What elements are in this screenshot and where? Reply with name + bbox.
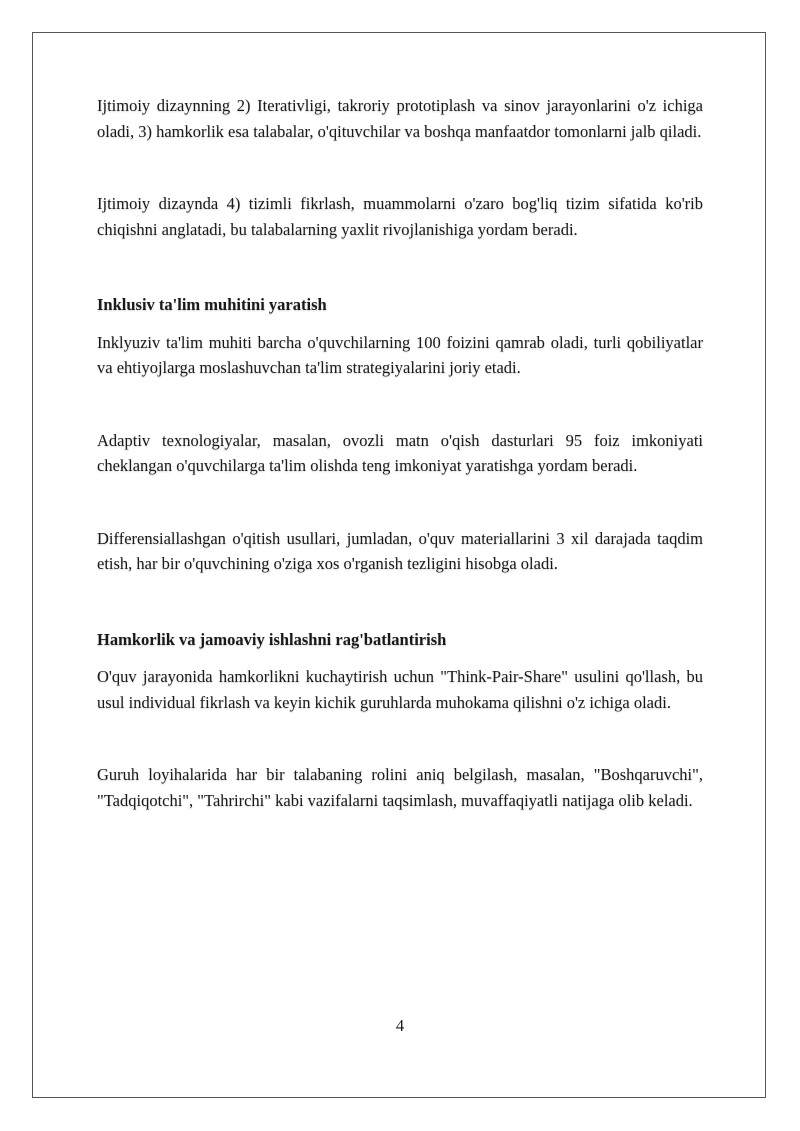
page-number: 4 [395,1016,405,1035]
paragraph: O'quv jarayonida hamkorlikni kuchaytirish uchun "Think-Pair-Share" usulini qo'llash, bu usul individual fikrlash va keyin kichik guruhlarda muhokama qilishni o'z ichiga oladi. [97,667,703,712]
paragraph: Guruh loyihalarida har bir talabaning rolini aniq belgilash, masalan, "Boshqaruvchi", "Tadqiqotchi", "Tahrirchi" kabi vazifalarni taqsimlash, muvaffaqiyatli natijaga olib keladi. [97,765,703,810]
paragraph: Inklyuziv ta'lim muhiti barcha o'quvchilarning 100 foizini qamrab oladi, turli qobiliyatlar va ehtiyojlarga moslashuvchan ta'lim strategiyalarini joriy etadi. [97,332,703,377]
section-heading: Inklusiv ta'lim muhitini yaratish [97,295,327,314]
paragraph: Ijtimoiy dizaynning 2) Iterativligi, takroriy prototiplash va sinov jarayonlarini o'z ichiga oladi, 3) hamkorlik esa talabalar, o'qituvchilar va boshqa manfaatdor tomonlarni jalb qiladi. [97,96,703,141]
paragraph: Adaptiv texnologiyalar, masalan, ovozli matn o'qish dasturlari 95 foiz imkoniyati cheklangan o'quvchilarga ta'lim olishda teng imkoniyat yaratishga yordam beradi. [97,430,703,475]
paragraph: Ijtimoiy dizaynda 4) tizimli fikrlash, muammolarni o'zaro bog'liq tizim sifatida ko'rib chiqishni anglatadi, bu talabalarning yaxlit rivojlanishiga yordam beradi. [97,194,703,239]
section-heading: Hamkorlik va jamoaviy ishlashni rag'batlantirish [97,629,447,649]
paragraph: Differensiallashgan o'qitish usullari, jumladan, o'quv materiallarini 3 xil darajada taqdim etish, har bir o'quvchining o'ziga xos o'rganish tezligini hisobga oladi. [97,528,703,573]
document-body [97,93,703,813]
